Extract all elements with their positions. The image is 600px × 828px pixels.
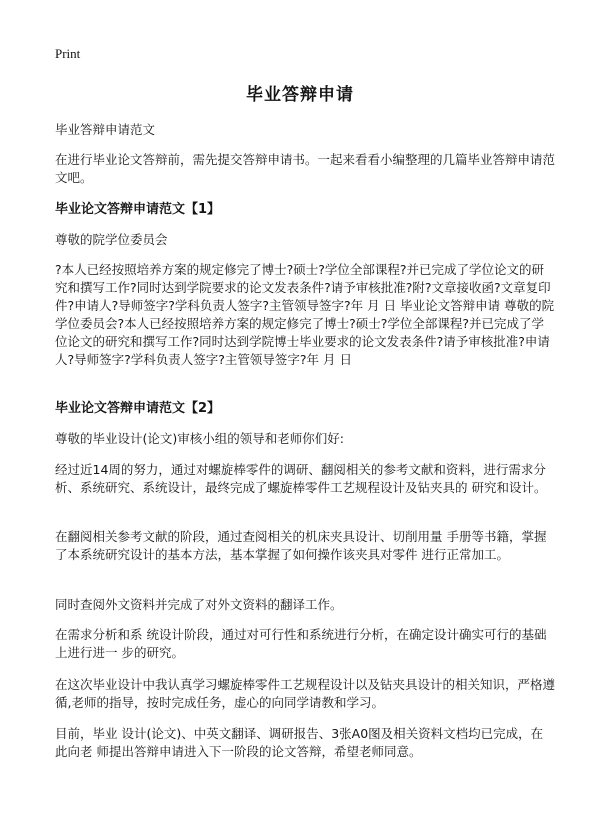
body-paragraph: 在翻阅相关参考文献的阶段，通过查阅相关的机床夹具设计、切削用量 手册等书籍，掌握了本系统研究设计的基本方法，基本掌握了如何操作该夹具对零件 进行正常加工。 — [55, 529, 547, 562]
body-paragraph: 同时查阅外文资料并完成了对外文资料的翻译工作。 — [55, 597, 343, 612]
body-paragraph: 在需求分析和系 统设计阶段，通过对可行性和系统进行分析，在确定设计确实可行的基础上进行进一 步的研究。 — [55, 627, 547, 660]
body-paragraph: 在这次毕业设计中我认真学习螺旋棒零件工艺规程设计以及钻夹具设计的相关知识，严格遵循,老师的指导，按时完成任务，虚心的向同学请教和学习。 — [55, 677, 556, 710]
intro-text: 毕业答辩申请范文 — [55, 122, 156, 137]
lead-paragraph: 在进行毕业论文答辩前，需先提交答辩申请书。一起来看看小编整理的几篇毕业答辩申请范文吧。 — [55, 152, 556, 185]
body-paragraph: 经过近14周的努力，通过对螺旋棒零件的调研、翻阅相关的参考文献和资料，进行需求分析、系统研究、系统设计，最终完成了螺旋棒零件工艺规程设计及钻夹具的 研究和设计。 — [55, 462, 547, 495]
salutation-1: 尊敬的院学位委员会 — [55, 232, 168, 247]
body-paragraph: ?本人已经按照培养方案的规定修完了博士?硕士?学位全部课程?并已完成了学位论文的研究和撰写工作?同时达到学院要求的论文发表条件?请予审核批准?附?文章接收函?文章复印件?申请人?导师签字?学科负责人签字?主管领导签字?年 月 日 毕业论文答辩申请 尊敬的院学位委员会?本人已经按照培养方案的规定修完了博士?硕士?学位全部课程?并已完成了学位论文的研究和撰写工作?同时达到学院博士毕业要求的论文发表条件?请予审核批准?申请人?导师签字?学科负责人签字?主管领导签字?年 月 日 — [55, 262, 555, 367]
salutation-2: 尊敬的毕业设计(论文)审核小组的领导和老师你们好: — [55, 431, 344, 446]
section-heading-2: 毕业论文答辩申请范文【2】 — [55, 401, 221, 416]
print-label: Print — [55, 46, 81, 61]
page-title: 毕业答辩申请 — [246, 85, 354, 105]
body-paragraph: 目前，毕业 设计(论文)、中英文翻译、调研报告、3张A0图及相关资料文档均已完成，在此向老 师提出答辩申请进入下一阶段的论文答辩，希望老师同意。 — [55, 726, 544, 759]
section-heading-1: 毕业论文答辩申请范文【1】 — [55, 202, 221, 217]
